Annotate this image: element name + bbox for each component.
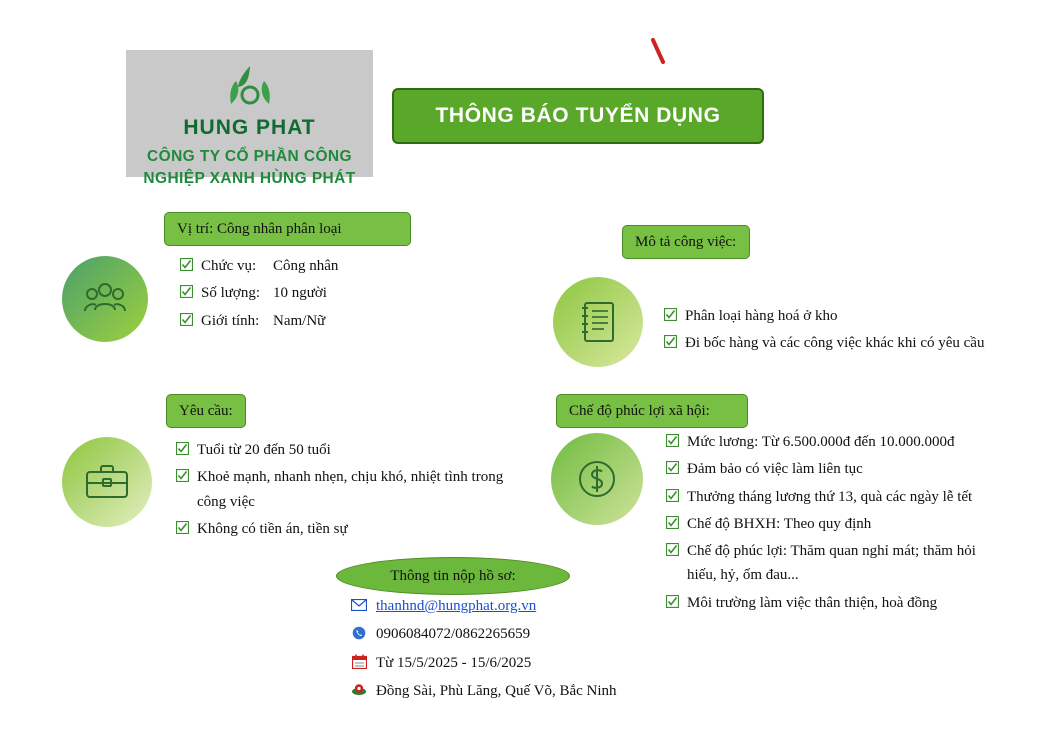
list-item-text: Phân loại hàng hoá ở kho xyxy=(685,308,838,324)
section-header-requirements xyxy=(166,394,246,428)
list-item-text: Môi trường làm việc thân thiện, hoà đồng xyxy=(687,594,938,611)
notebook-icon-badge xyxy=(553,277,643,367)
company-name xyxy=(143,146,355,191)
section-header-benefits-label: Chế độ phúc lợi xã hội: xyxy=(569,402,710,419)
list-item xyxy=(666,539,1006,588)
red-stroke-mark-icon xyxy=(650,38,670,64)
checkbox-icon xyxy=(180,313,193,326)
section-header-requirements-label: Yêu cầu: xyxy=(179,402,233,419)
contact-email-row xyxy=(350,594,680,618)
list-item xyxy=(666,430,1006,454)
list-item xyxy=(664,331,1004,355)
list-item-text: Khoẻ mạnh, nhanh nhẹn, chịu khó, nhiệt tình trong công việc xyxy=(197,469,504,510)
list-item-text: Tuổi từ 20 đến 50 tuổi xyxy=(197,442,331,458)
role-label-0: Chức vụ: xyxy=(201,258,257,274)
list-item xyxy=(180,281,470,305)
hung-phat-logo-icon xyxy=(219,64,281,114)
contact-dates-text: Từ 15/5/2025 - 15/6/2025 xyxy=(376,654,532,671)
list-item-text xyxy=(201,254,338,278)
envelope-icon xyxy=(350,597,368,613)
role-label-2: Giới tính: xyxy=(201,312,260,329)
list-item xyxy=(666,512,1006,536)
list-item-text: Mức lương: Từ 6.500.000đ đến 10.000.000đ xyxy=(687,434,955,450)
list-item-text: Chế độ phúc lợi: Thăm quan nghỉ mát; thăm hỏi hiếu, hỷ, ốm đau... xyxy=(687,543,976,584)
list-item xyxy=(180,309,470,333)
logo-wordmark: HUNG PHAT xyxy=(183,116,316,139)
list-item-text: Thưởng tháng lương thứ 13, quà các ngày lễ tết xyxy=(687,488,973,505)
company-logo-block xyxy=(126,50,373,188)
checkbox-icon xyxy=(176,442,189,455)
company-name-line2: NGHIỆP XANH HÙNG PHÁT xyxy=(143,170,356,188)
contact-address-text: Đồng Sài, Phù Lăng, Quế Võ, Bắc Ninh xyxy=(376,682,617,699)
checkbox-icon xyxy=(180,258,193,271)
list-item xyxy=(176,517,506,541)
section-header-benefits xyxy=(556,394,748,428)
list-item-text: Đi bốc hàng và các công việc khác khi có yêu cầu xyxy=(685,335,985,352)
list-item xyxy=(664,304,1004,328)
section-header-contact xyxy=(336,557,570,595)
list-item-text: Chế độ BHXH: Theo quy định xyxy=(687,515,872,532)
list-item xyxy=(176,465,506,514)
contact-email-link[interactable]: thanhnd@hungphat.org.vn xyxy=(376,598,537,614)
role-list xyxy=(180,254,470,336)
benefits-list xyxy=(666,430,1006,618)
page-title: THÔNG BÁO TUYỂN DỤNG xyxy=(435,104,721,127)
list-item-text xyxy=(201,309,325,333)
list-item xyxy=(666,485,1006,509)
checkbox-icon xyxy=(664,335,677,348)
section-header-role xyxy=(164,212,411,246)
description-list xyxy=(664,304,1004,359)
contact-address-row xyxy=(350,679,680,703)
section-header-description xyxy=(622,225,750,259)
list-item xyxy=(180,254,470,278)
calendar-icon xyxy=(350,654,368,670)
location-pin-icon xyxy=(350,682,368,698)
checkbox-icon xyxy=(664,308,677,321)
list-item xyxy=(176,438,506,462)
role-value-2: Nam/Nữ xyxy=(273,312,326,329)
list-item-text: Đảm bảo có việc làm liên tục xyxy=(687,461,863,478)
requirements-list xyxy=(176,438,506,544)
checkbox-icon xyxy=(666,516,679,529)
section-header-role-label: Vị trí: Công nhân phân loại xyxy=(177,220,342,237)
company-name-line1: CÔNG TY CỔ PHẦN CÔNG xyxy=(147,148,352,165)
list-item xyxy=(666,591,1006,615)
contact-phone-text: 0906084072/0862265659 xyxy=(376,626,531,643)
briefcase-icon-badge xyxy=(62,437,152,527)
checkbox-icon xyxy=(666,543,679,556)
contact-dates-row xyxy=(350,651,680,675)
checkbox-icon xyxy=(666,434,679,447)
checkbox-icon xyxy=(176,469,189,482)
checkbox-icon xyxy=(176,521,189,534)
dollar-icon-badge xyxy=(551,433,643,525)
poster-title-banner xyxy=(392,88,764,144)
checkbox-icon xyxy=(666,461,679,474)
list-item-text xyxy=(201,281,327,305)
people-icon-badge xyxy=(62,256,148,342)
role-label-1: Số lượng: xyxy=(201,285,260,302)
checkbox-icon xyxy=(180,285,193,298)
phone-icon xyxy=(350,625,368,641)
section-header-description-label: Mô tả công việc: xyxy=(635,233,737,250)
checkbox-icon xyxy=(666,489,679,502)
list-item-text: Không có tiền án, tiền sự xyxy=(197,520,348,537)
role-value-1: 10 người xyxy=(273,285,327,302)
section-header-contact-label: Thông tin nộp hồ sơ: xyxy=(390,567,516,584)
role-value-0: Công nhân xyxy=(273,258,339,274)
contact-phone-row xyxy=(350,622,680,646)
contact-block xyxy=(350,594,680,707)
list-item xyxy=(666,457,1006,481)
